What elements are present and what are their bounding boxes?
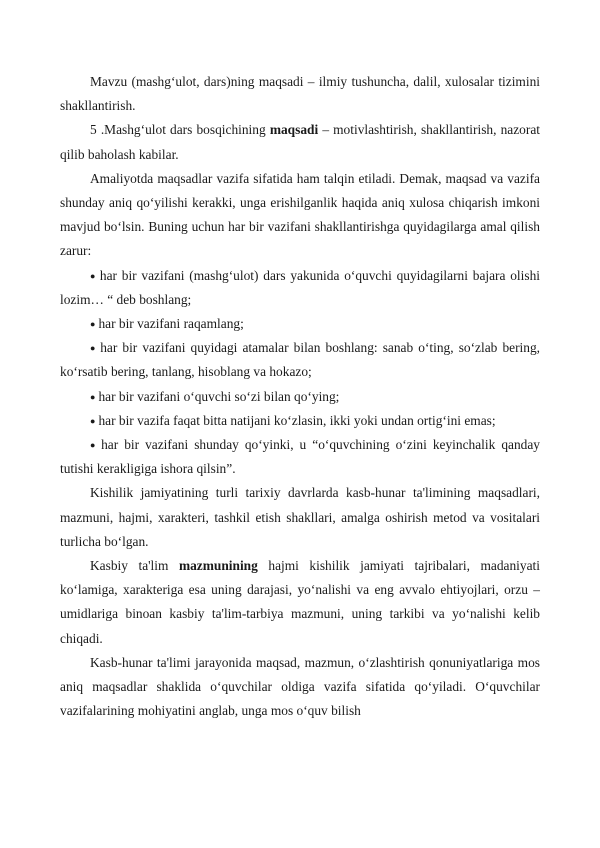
bold-term-maqsadi: maqsadi	[269, 122, 319, 138]
bullet-item-2	[60, 312, 540, 336]
bullet-item-3	[60, 336, 540, 384]
bullet-item-5	[60, 409, 540, 433]
bullet-mark: ●	[90, 391, 96, 402]
bullet-mark: ●	[90, 415, 96, 426]
bullet-item-6	[60, 433, 540, 481]
bullet-mark: ●	[90, 343, 98, 354]
paragraph-stage-goal-before: 5 .Mashg‘ulot dars bosqichining	[90, 122, 270, 138]
bullet-mark: ●	[90, 440, 99, 451]
paragraph-history: Kishilik jamiyatining turli tarixiy davrlarda kasb-hunar ta'limining maqsadlari, mazmuni, hajmi, xarakteri, tashkil etish shakllari, amalga oshirish metod va vositalari turlicha bo‘lgan.	[60, 485, 540, 549]
paragraph-process: Kasb-hunar ta'limi jarayonida maqsad, mazmun, o‘zlashtirish qonuniyatlariga mos aniq maqsadlar shaklida o‘quvchilar oldiga vazifa sifatida qo‘yiladi. O‘quvchilar vazifalarining mohiyatini anglab, unga mos o‘quv bilish	[60, 654, 540, 719]
paragraph-practice: Amaliyotda maqsadlar vazifa sifatida ham talqin etiladi. Demak, maqsad va vazifa shunday aniq qo‘yilishi kerakki, unga erishilganlik haqida aniq xulosa chiqarish imkoni mavjud bo‘lsin. Buning uchun har bir vazifani shakllantirishga quyidagilarga amal qilish zarur:	[60, 170, 540, 259]
bullet-text: har bir vazifani shunday qo‘yinki, u “o‘quvchining o‘zini keyinchalik qanday tutishi kerakligiga ishora qilsin”.	[60, 437, 540, 477]
paragraph-content-after: hajmi kishilik jamiyati tajribalari, madaniyati ko‘lamiga, xarakteriga esa uning darajasi, yo‘nalishi va eng avvalo ehtiyojlari, orzu – umidlariga binoan kasbiy ta'lim-tarbiya mazmuni, uning tarkibi va yo‘nalishi kelib chiqadi.	[60, 558, 540, 646]
bullet-mark: ●	[90, 270, 97, 281]
bullet-mark: ●	[90, 319, 96, 330]
bullet-text: har bir vazifa faqat bitta natijani ko‘zlasin, ikki yoki undan ortig‘ini emas;	[98, 412, 496, 428]
paragraph-content	[60, 554, 540, 651]
paragraph-content-before: Kasbiy ta'lim	[90, 558, 179, 574]
bullet-item-1	[60, 264, 540, 312]
bold-term-mazmunining: mazmunining	[178, 558, 258, 574]
bullet-text: har bir vazifani quyidagi atamalar bilan boshlang: sanab o‘ting, so‘zlab bering, ko‘rsatib bering, tanlang, hisoblang va hokazo;	[60, 340, 541, 380]
paragraph-stage-goal-after: – motivlashtirish, shakllantirish, nazorat qilib baholash kabilar.	[60, 122, 540, 162]
bullet-text: har bir vazifani (mashg‘ulot) dars yakunida o‘quvchi quyidagilarni bajara olishi lozim… “ deb boshlang;	[60, 267, 540, 307]
paragraph-stage-goal	[60, 118, 540, 166]
paragraph-lesson-goal: Mavzu (mashg‘ulot, dars)ning maqsadi – ilmiy tushuncha, dalil, xulosalar tizimini shakllantirish.	[60, 74, 540, 114]
bullet-text: har bir vazifani raqamlang;	[98, 316, 244, 332]
bullet-text: har bir vazifani o‘quvchi so‘zi bilan qo‘ying;	[98, 388, 340, 404]
bullet-item-4	[60, 385, 540, 409]
